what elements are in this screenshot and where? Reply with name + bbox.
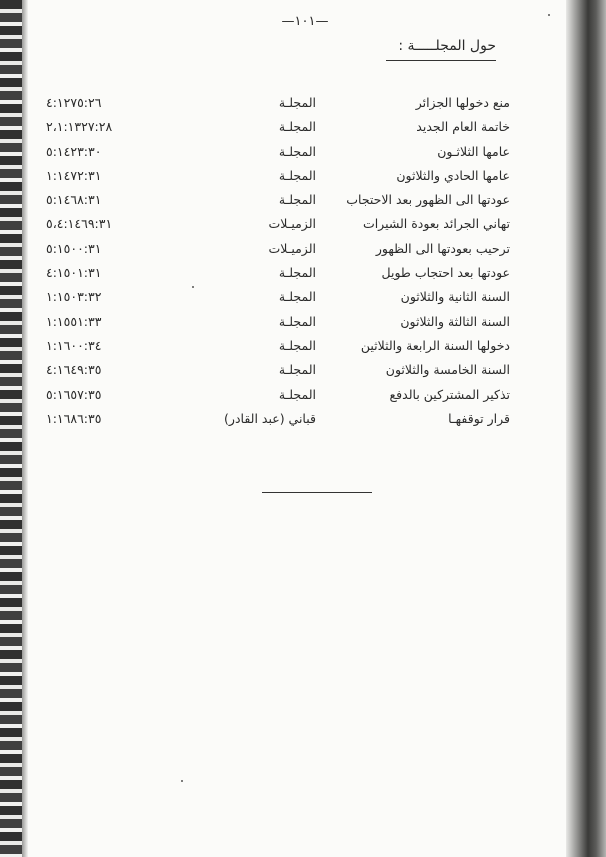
row-reference: ٤:١٢٧٥:٢٦ (46, 95, 102, 110)
row-title: دخولها السنة الرابعة والثلاثين (360, 337, 510, 353)
row-type: المجلـة (278, 167, 316, 183)
row-type: الزميـلات (268, 216, 316, 232)
index-list (0, 95, 606, 435)
row-title: عودتها بعد احتجاب طويل (381, 265, 510, 281)
row-title: عامها الحادي والثلاثون (396, 167, 510, 183)
row-reference: ١:١٤٧٢:٣١ (46, 167, 102, 183)
scan-speck (548, 14, 550, 16)
scan-speck (181, 780, 183, 782)
row-reference: ٥:١٦٥٧:٣٥ (46, 386, 102, 402)
row-type: المجلـة (278, 143, 316, 159)
row-type: المجلـة (278, 337, 316, 353)
closing-rule (262, 492, 372, 493)
index-row (0, 314, 606, 338)
index-row (0, 192, 606, 216)
row-title: منع دخولها الجزائر (415, 95, 510, 110)
row-reference: ١:١٦٨٦:٣٥ (46, 410, 102, 426)
section-heading: حول المجلـــــة : (398, 38, 496, 54)
row-title: السنة الخامسة والثلاثون (385, 362, 510, 378)
index-row (0, 119, 606, 143)
row-title: السنة الثالثة والثلاثون (400, 313, 510, 329)
row-type: المجلـة (278, 313, 316, 329)
row-title: ترحيب بعودتها الى الظهور (375, 240, 510, 256)
row-reference: ٥:١٤٢٣:٣٠ (46, 143, 102, 159)
index-row (0, 289, 606, 313)
index-row (0, 95, 606, 119)
row-reference: ٥،٤:١٤٦٩:٣١ (46, 216, 113, 232)
row-type: المجلـة (278, 192, 316, 208)
row-reference: ٥:١٤٦٨:٣١ (46, 192, 102, 208)
row-reference: ٥:١٥٠٠:٣١ (46, 240, 102, 256)
row-type: قباني (عبد القادر) (224, 410, 316, 426)
row-type: المجلـة (278, 119, 316, 135)
row-reference: ٢،١:١٣٢٧:٢٨ (46, 119, 113, 135)
row-reference: ٤:١٦٤٩:٣٥ (46, 362, 102, 378)
row-title: تذكير المشتركين بالدفع (389, 386, 510, 402)
row-title: عامها الثلاثـون (437, 143, 510, 159)
row-title: تهاني الجرائد بعودة الشيرات (362, 216, 510, 232)
row-title: السنة الثانية والثلاثون (400, 289, 510, 305)
index-row (0, 338, 606, 362)
row-reference: ١:١٦٠٠:٣٤ (46, 337, 102, 353)
index-row (0, 144, 606, 168)
row-reference: ١:١٥٥١:٣٣ (46, 313, 102, 329)
heading-underline (386, 60, 496, 61)
row-reference: ٤:١٥٠١:٣١ (46, 265, 102, 281)
index-row (0, 387, 606, 411)
scan-speck (192, 286, 194, 288)
row-reference: ١:١٥٠٣:٣٢ (46, 289, 102, 305)
index-row (0, 216, 606, 240)
row-type: الزميـلات (268, 240, 316, 256)
row-title: خاتمة العام الجديد (416, 119, 510, 135)
index-row (0, 362, 606, 386)
row-title: قرار توقفهـا (448, 410, 510, 426)
row-type: المجلـة (278, 95, 316, 110)
index-row (0, 265, 606, 289)
row-type: المجلـة (278, 289, 316, 305)
row-type: المجلـة (278, 362, 316, 378)
row-title: عودتها الى الظهور بعد الاحتجاب (346, 192, 510, 208)
row-type: المجلـة (278, 386, 316, 402)
index-row (0, 241, 606, 265)
index-row (0, 168, 606, 192)
index-row (0, 411, 606, 435)
page-number: —١٠١— (281, 14, 329, 29)
row-type: المجلـة (278, 265, 316, 281)
